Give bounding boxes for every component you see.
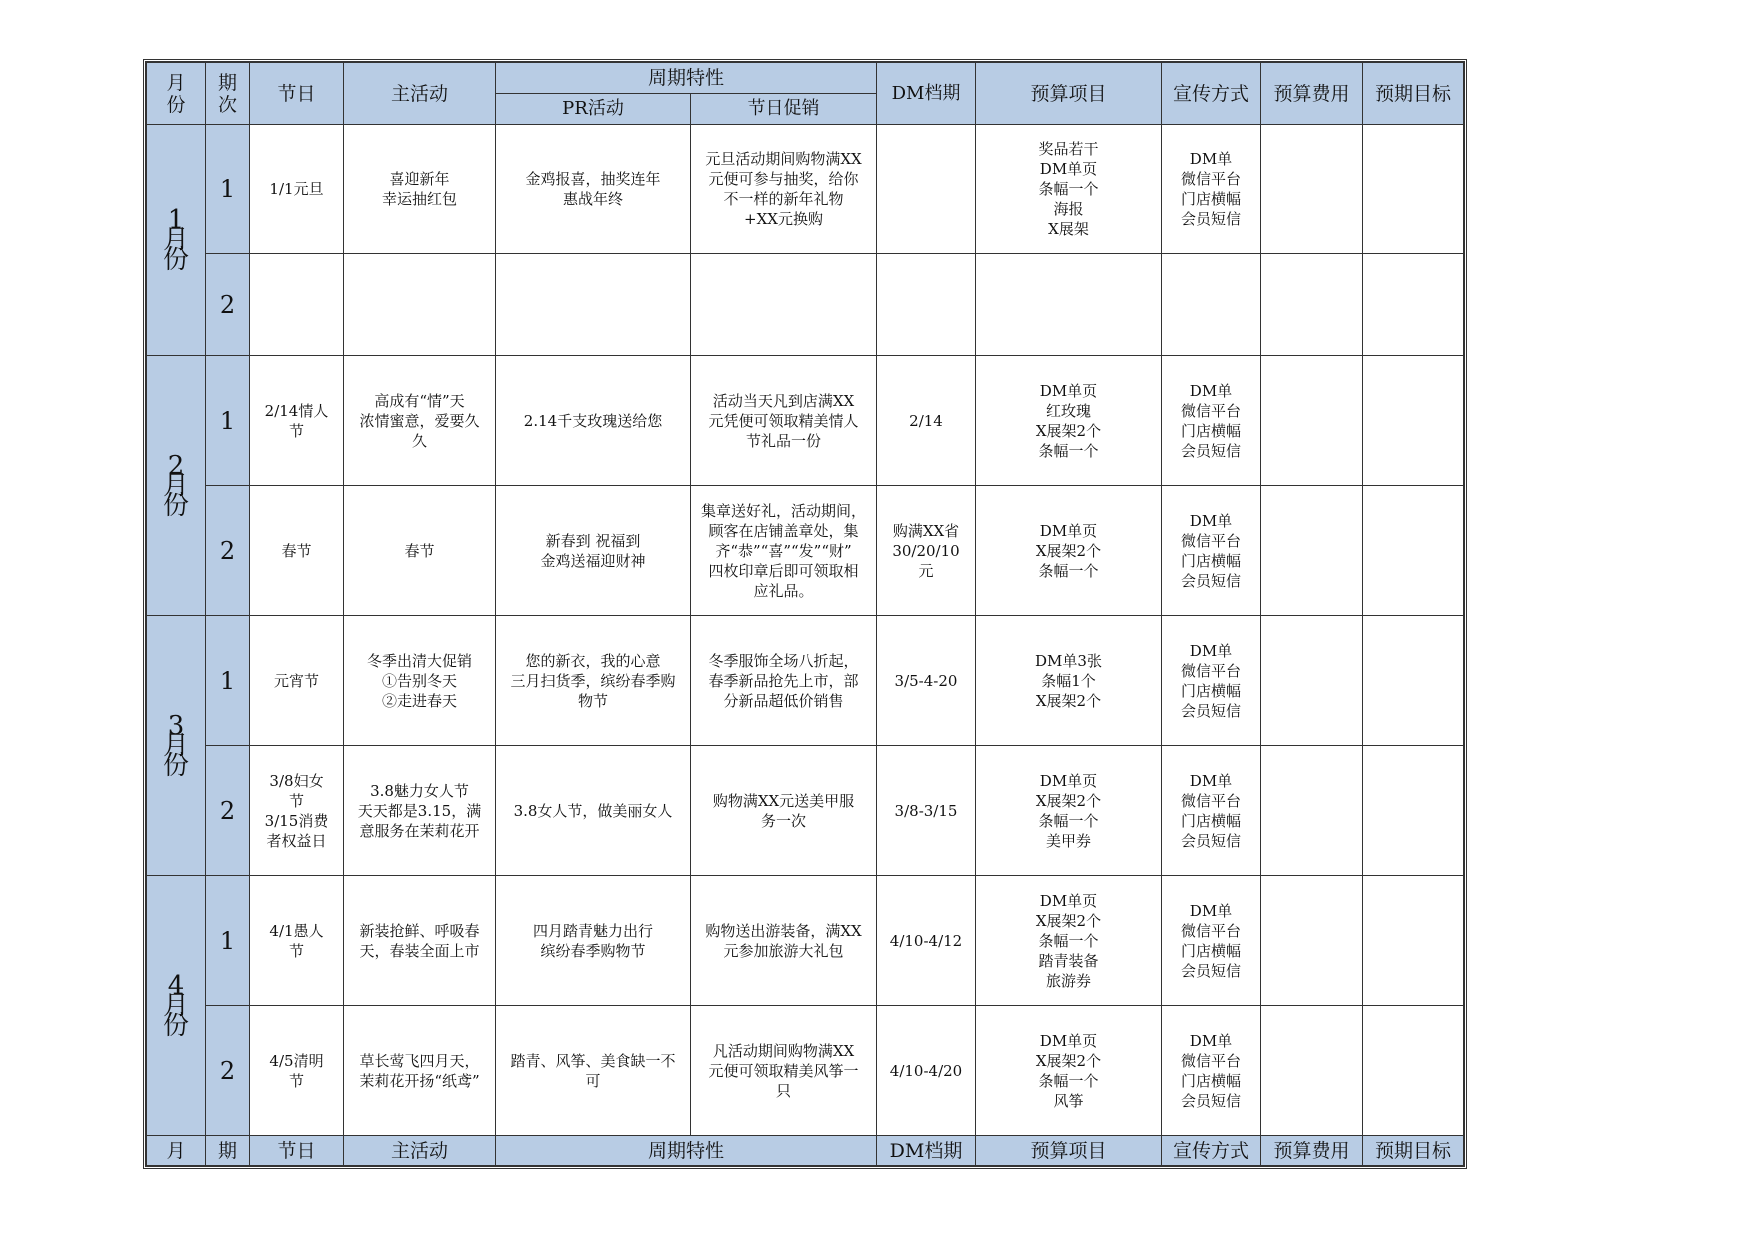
- footer-budget-cost: 预算费用: [1261, 1136, 1363, 1166]
- main-activity-cell: 新装抢鲜、呼吸春 天，春装全面上市: [344, 876, 496, 1006]
- month-label: 1月份: [147, 125, 206, 356]
- pr-activity-cell: 新春到 祝福到 金鸡送福迎财神: [496, 486, 691, 616]
- promo-cell: 凡活动期间购物满XX 元便可领取精美风筝一 只: [691, 1006, 877, 1136]
- period-cell: 1: [206, 356, 250, 486]
- pr-activity-cell: 金鸡报喜，抽奖连年 惠战年终: [496, 125, 691, 254]
- budget-items-cell: DM单页 X展架2个 条幅一个 风筝: [976, 1006, 1162, 1136]
- footer-row: [147, 1136, 1464, 1166]
- festival-cell: 元宵节: [250, 616, 344, 746]
- header-period: 期次: [206, 63, 250, 125]
- budget-items-cell: [976, 254, 1162, 356]
- table-row: [147, 876, 1464, 1006]
- header-pr: PR活动: [496, 94, 691, 125]
- header-publicity: 宣传方式: [1162, 63, 1261, 125]
- dm-schedule-cell: 4/10-4/12: [877, 876, 976, 1006]
- header-main-activity: 主活动: [344, 63, 496, 125]
- period-cell: 1: [206, 616, 250, 746]
- pr-activity-cell: 踏青、风筝、美食缺一不 可: [496, 1006, 691, 1136]
- dm-schedule-cell: 购满XX省 30/20/10 元: [877, 486, 976, 616]
- budget-items-cell: DM单页 X展架2个 条幅一个 美甲券: [976, 746, 1162, 876]
- budget-items-cell: DM单页 X展架2个 条幅一个 踏青装备 旅游券: [976, 876, 1162, 1006]
- plan-body: [147, 125, 1464, 1136]
- festival-cell: 春节: [250, 486, 344, 616]
- pr-activity-cell: 3.8女人节，做美丽女人: [496, 746, 691, 876]
- header-month: 月份: [147, 63, 206, 125]
- target-cell: [1363, 746, 1464, 876]
- table-row: [147, 356, 1464, 486]
- table-row: [147, 1006, 1464, 1136]
- plan-sheet: [143, 59, 1467, 1169]
- header-budget-cost: 预算费用: [1261, 63, 1363, 125]
- target-cell: [1363, 876, 1464, 1006]
- dm-schedule-cell: [877, 254, 976, 356]
- target-cell: [1363, 125, 1464, 254]
- budget-items-cell: DM单页 X展架2个 条幅一个: [976, 486, 1162, 616]
- dm-schedule-cell: 2/14: [877, 356, 976, 486]
- main-activity-cell: 草长莺飞四月天， 茉莉花开扬“纸鸢”: [344, 1006, 496, 1136]
- footer-publicity: 宣传方式: [1162, 1136, 1261, 1166]
- promotion-plan-table: [146, 62, 1464, 1166]
- dm-schedule-cell: [877, 125, 976, 254]
- period-cell: 2: [206, 254, 250, 356]
- main-activity-cell: 春节: [344, 486, 496, 616]
- target-cell: [1363, 616, 1464, 746]
- target-cell: [1363, 356, 1464, 486]
- footer-dm: DM档期: [877, 1136, 976, 1166]
- month-label: 2月份: [147, 356, 206, 616]
- period-cell: 1: [206, 876, 250, 1006]
- dm-schedule-cell: 3/8-3/15: [877, 746, 976, 876]
- publicity-cell: DM单 微信平台 门店横幅 会员短信: [1162, 876, 1261, 1006]
- promo-cell: 购物送出游装备，满XX 元参加旅游大礼包: [691, 876, 877, 1006]
- promo-cell: 集章送好礼，活动期间， 顾客在店铺盖章处，集 齐“恭”“喜”“发”“财” 四枚印章后即可领取相 应礼品。: [691, 486, 877, 616]
- dm-schedule-cell: 3/5-4-20: [877, 616, 976, 746]
- table-row: [147, 125, 1464, 254]
- period-cell: 2: [206, 486, 250, 616]
- budget-cost-cell: [1261, 616, 1363, 746]
- header-cycle: 周期特性: [496, 63, 877, 94]
- main-activity-cell: 喜迎新年 幸运抽红包: [344, 125, 496, 254]
- table-row: [147, 486, 1464, 616]
- promo-cell: 冬季服饰全场八折起， 春季新品抢先上市，部 分新品超低价销售: [691, 616, 877, 746]
- footer-budget-items: 预算项目: [976, 1136, 1162, 1166]
- budget-cost-cell: [1261, 876, 1363, 1006]
- budget-cost-cell: [1261, 746, 1363, 876]
- budget-items-cell: DM单3张 条幅1个 X展架2个: [976, 616, 1162, 746]
- table-row: [147, 746, 1464, 876]
- budget-cost-cell: [1261, 125, 1363, 254]
- period-cell: 1: [206, 125, 250, 254]
- main-activity-cell: 3.8魅力女人节 天天都是3.15，满 意服务在茉莉花开: [344, 746, 496, 876]
- month-label: 3月份: [147, 616, 206, 876]
- festival-cell: 4/1愚人 节: [250, 876, 344, 1006]
- festival-cell: 3/8妇女 节 3/15消费 者权益日: [250, 746, 344, 876]
- budget-items-cell: DM单页 红玫瑰 X展架2个 条幅一个: [976, 356, 1162, 486]
- publicity-cell: DM单 微信平台 门店横幅 会员短信: [1162, 125, 1261, 254]
- festival-cell: 1/1元旦: [250, 125, 344, 254]
- month-label: 4月份: [147, 876, 206, 1136]
- main-activity-cell: 高成有“情”天 浓情蜜意，爱要久 久: [344, 356, 496, 486]
- publicity-cell: DM单 微信平台 门店横幅 会员短信: [1162, 356, 1261, 486]
- target-cell: [1363, 1006, 1464, 1136]
- pr-activity-cell: 您的新衣，我的心意 三月扫货季，缤纷春季购 物节: [496, 616, 691, 746]
- publicity-cell: DM单 微信平台 门店横幅 会员短信: [1162, 746, 1261, 876]
- budget-cost-cell: [1261, 1006, 1363, 1136]
- dm-schedule-cell: 4/10-4/20: [877, 1006, 976, 1136]
- main-activity-cell: [344, 254, 496, 356]
- period-cell: 2: [206, 1006, 250, 1136]
- budget-cost-cell: [1261, 254, 1363, 356]
- header-promo: 节日促销: [691, 94, 877, 125]
- pr-activity-cell: [496, 254, 691, 356]
- publicity-cell: DM单 微信平台 门店横幅 会员短信: [1162, 486, 1261, 616]
- budget-cost-cell: [1261, 356, 1363, 486]
- header-dm: DM档期: [877, 63, 976, 125]
- publicity-cell: DM单 微信平台 门店横幅 会员短信: [1162, 1006, 1261, 1136]
- target-cell: [1363, 486, 1464, 616]
- header-row: [147, 63, 1464, 94]
- footer-main-activity: 主活动: [344, 1136, 496, 1166]
- header-festival: 节日: [250, 63, 344, 125]
- promo-cell: 购物满XX元送美甲服 务一次: [691, 746, 877, 876]
- footer-period: 期: [206, 1136, 250, 1166]
- promo-cell: [691, 254, 877, 356]
- target-cell: [1363, 254, 1464, 356]
- budget-cost-cell: [1261, 486, 1363, 616]
- pr-activity-cell: 四月踏青魅力出行 缤纷春季购物节: [496, 876, 691, 1006]
- budget-items-cell: 奖品若干 DM单页 条幅一个 海报 X展架: [976, 125, 1162, 254]
- table-row: [147, 616, 1464, 746]
- promo-cell: 元旦活动期间购物满XX 元便可参与抽奖，给你 不一样的新年礼物 +XX元换购: [691, 125, 877, 254]
- footer-cycle: 周期特性: [496, 1136, 877, 1166]
- publicity-cell: DM单 微信平台 门店横幅 会员短信: [1162, 616, 1261, 746]
- festival-cell: 4/5清明 节: [250, 1006, 344, 1136]
- main-activity-cell: 冬季出清大促销 ①告别冬天 ②走进春天: [344, 616, 496, 746]
- period-cell: 2: [206, 746, 250, 876]
- table-row: [147, 254, 1464, 356]
- header-budget-items: 预算项目: [976, 63, 1162, 125]
- publicity-cell: [1162, 254, 1261, 356]
- festival-cell: 2/14情人 节: [250, 356, 344, 486]
- pr-activity-cell: 2.14千支玫瑰送给您: [496, 356, 691, 486]
- header-target: 预期目标: [1363, 63, 1464, 125]
- festival-cell: [250, 254, 344, 356]
- footer-month: 月: [147, 1136, 206, 1166]
- promo-cell: 活动当天凡到店满XX 元凭便可领取精美情人 节礼品一份: [691, 356, 877, 486]
- footer-festival: 节日: [250, 1136, 344, 1166]
- footer-target: 预期目标: [1363, 1136, 1464, 1166]
